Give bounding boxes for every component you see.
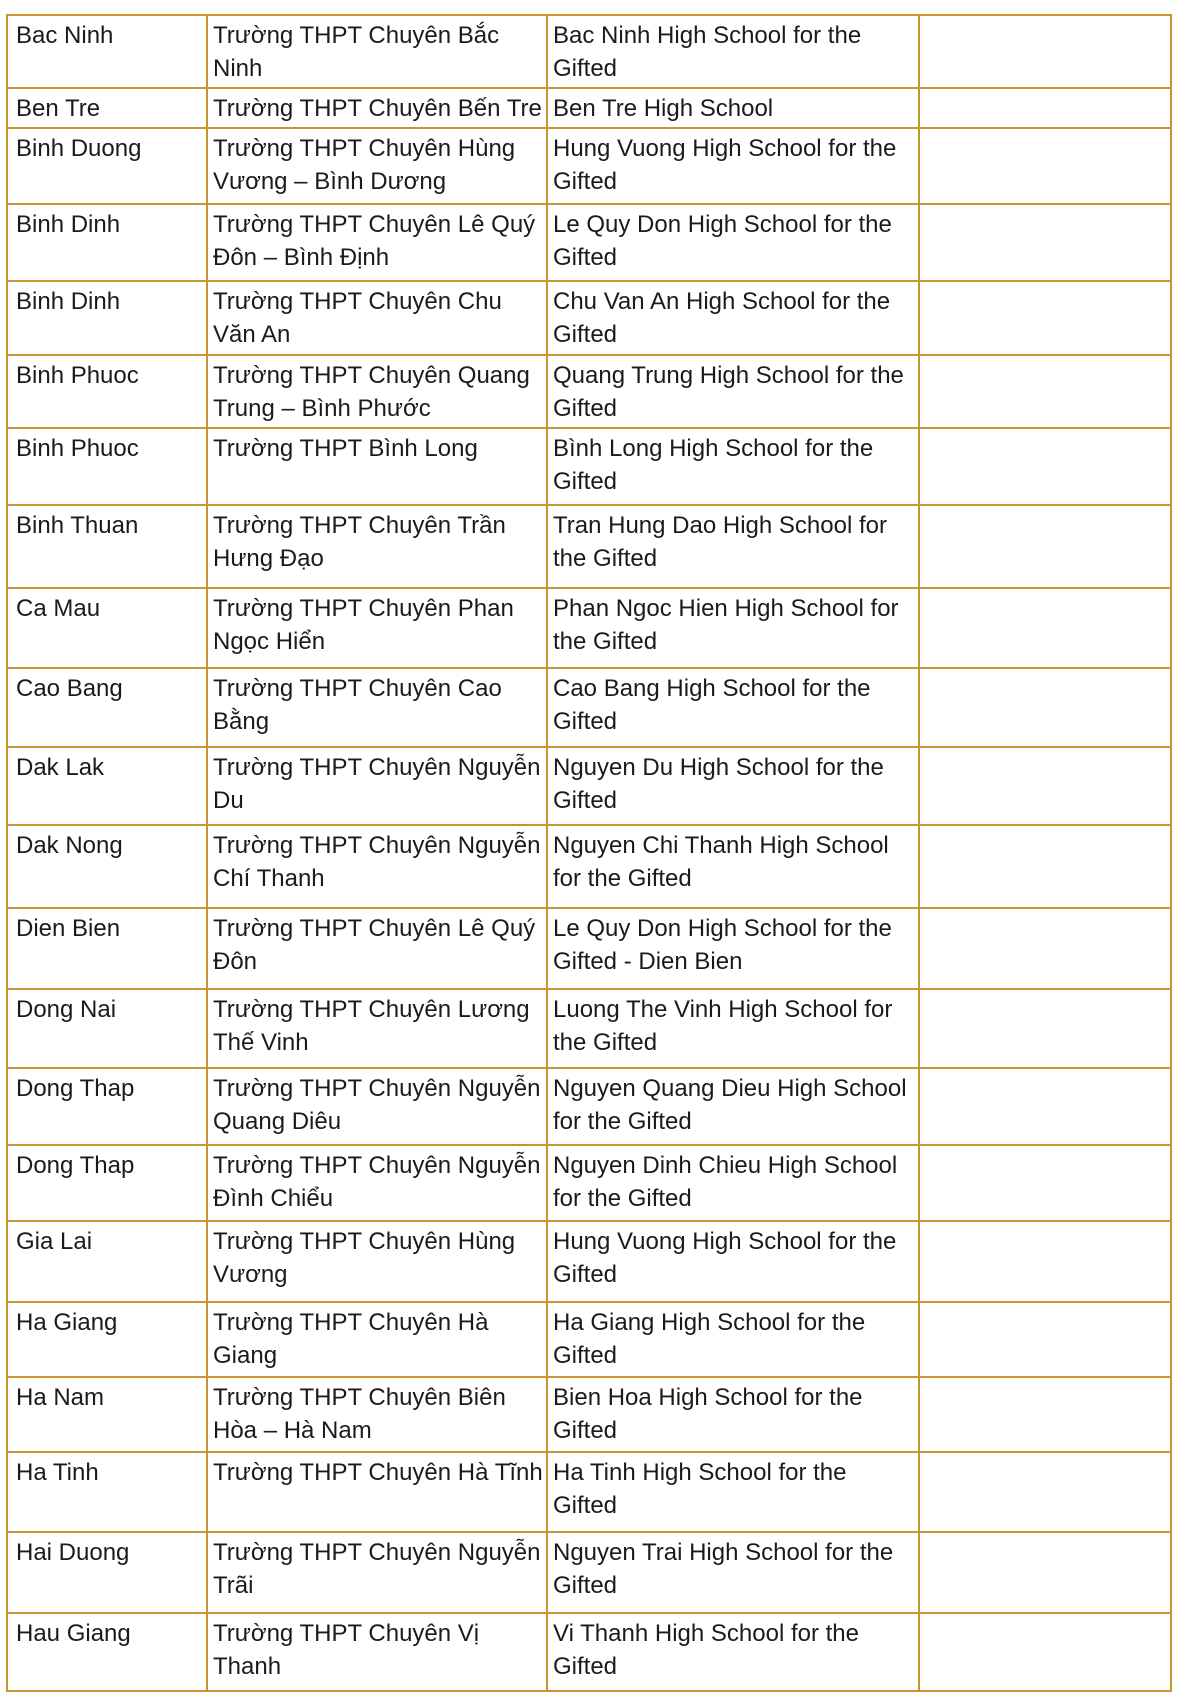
notes-cell bbox=[919, 825, 1171, 908]
province-cell: Dong Nai bbox=[7, 989, 207, 1068]
vietnamese-name-cell: Trường THPT Chuyên Vị Thanh bbox=[207, 1613, 547, 1691]
english-name-cell: Ha Giang High School for the Gifted bbox=[547, 1302, 919, 1377]
table-row bbox=[7, 1302, 1171, 1377]
table-row bbox=[7, 128, 1171, 204]
gifted-schools-table bbox=[6, 14, 1172, 1692]
english-name-cell: Nguyen Trai High School for the Gifted bbox=[547, 1532, 919, 1613]
english-name-cell: Nguyen Du High School for the Gifted bbox=[547, 747, 919, 825]
table-row bbox=[7, 204, 1171, 281]
notes-cell bbox=[919, 588, 1171, 668]
english-name-cell: Bình Long High School for the Gifted bbox=[547, 428, 919, 505]
table-row bbox=[7, 1532, 1171, 1613]
notes-cell bbox=[919, 1068, 1171, 1145]
table-row bbox=[7, 1452, 1171, 1532]
vietnamese-name-cell: Trường THPT Chuyên Lương Thế Vinh bbox=[207, 989, 547, 1068]
province-cell: Binh Dinh bbox=[7, 204, 207, 281]
notes-cell bbox=[919, 1145, 1171, 1221]
notes-cell bbox=[919, 88, 1171, 128]
vietnamese-name-cell: Trường THPT Chuyên Nguyễn Trãi bbox=[207, 1532, 547, 1613]
vietnamese-name-cell: Trường THPT Chuyên Quang Trung – Bình Phước bbox=[207, 355, 547, 428]
notes-cell bbox=[919, 1452, 1171, 1532]
notes-cell bbox=[919, 668, 1171, 747]
table-row bbox=[7, 15, 1171, 88]
province-cell: Binh Duong bbox=[7, 128, 207, 204]
vietnamese-name-cell: Trường THPT Chuyên Nguyễn Du bbox=[207, 747, 547, 825]
vietnamese-name-cell: Trường THPT Chuyên Nguyễn Quang Diêu bbox=[207, 1068, 547, 1145]
notes-cell bbox=[919, 355, 1171, 428]
english-name-cell: Chu Van An High School for the Gifted bbox=[547, 281, 919, 355]
vietnamese-name-cell: Trường THPT Chuyên Hùng Vương – Bình Dương bbox=[207, 128, 547, 204]
province-cell: Ha Tinh bbox=[7, 1452, 207, 1532]
table-row bbox=[7, 908, 1171, 989]
notes-cell bbox=[919, 1532, 1171, 1613]
province-cell: Ha Nam bbox=[7, 1377, 207, 1452]
province-cell: Binh Phuoc bbox=[7, 428, 207, 505]
table-row bbox=[7, 668, 1171, 747]
notes-cell bbox=[919, 281, 1171, 355]
english-name-cell: Le Quy Don High School for the Gifted bbox=[547, 204, 919, 281]
province-cell: Cao Bang bbox=[7, 668, 207, 747]
table-row bbox=[7, 1613, 1171, 1691]
english-name-cell: Ha Tinh High School for the Gifted bbox=[547, 1452, 919, 1532]
province-cell: Ca Mau bbox=[7, 588, 207, 668]
english-name-cell: Cao Bang High School for the Gifted bbox=[547, 668, 919, 747]
province-cell: Hai Duong bbox=[7, 1532, 207, 1613]
province-cell: Binh Dinh bbox=[7, 281, 207, 355]
province-cell: Ben Tre bbox=[7, 88, 207, 128]
province-cell: Binh Thuan bbox=[7, 505, 207, 588]
vietnamese-name-cell: Trường THPT Chuyên Lê Quý Đôn – Bình Định bbox=[207, 204, 547, 281]
vietnamese-name-cell: Trường THPT Chuyên Nguyễn Chí Thanh bbox=[207, 825, 547, 908]
vietnamese-name-cell: Trường THPT Chuyên Lê Quý Đôn bbox=[207, 908, 547, 989]
table-row bbox=[7, 588, 1171, 668]
notes-cell bbox=[919, 1377, 1171, 1452]
table-row bbox=[7, 1377, 1171, 1452]
table-row bbox=[7, 747, 1171, 825]
table-body bbox=[7, 15, 1171, 1691]
vietnamese-name-cell: Trường THPT Chuyên Phan Ngọc Hiển bbox=[207, 588, 547, 668]
table-row bbox=[7, 1221, 1171, 1302]
vietnamese-name-cell: Trường THPT Chuyên Bến Tre bbox=[207, 88, 547, 128]
table-row bbox=[7, 1145, 1171, 1221]
notes-cell bbox=[919, 428, 1171, 505]
english-name-cell: Nguyen Chi Thanh High School for the Gifted bbox=[547, 825, 919, 908]
english-name-cell: Bien Hoa High School for the Gifted bbox=[547, 1377, 919, 1452]
english-name-cell: Vi Thanh High School for the Gifted bbox=[547, 1613, 919, 1691]
notes-cell bbox=[919, 1613, 1171, 1691]
english-name-cell: Quang Trung High School for the Gifted bbox=[547, 355, 919, 428]
table-row bbox=[7, 989, 1171, 1068]
vietnamese-name-cell: Trường THPT Chuyên Cao Bằng bbox=[207, 668, 547, 747]
english-name-cell: Ben Tre High School bbox=[547, 88, 919, 128]
vietnamese-name-cell: Trường THPT Chuyên Biên Hòa – Hà Nam bbox=[207, 1377, 547, 1452]
table-row bbox=[7, 505, 1171, 588]
notes-cell bbox=[919, 505, 1171, 588]
english-name-cell: Nguyen Quang Dieu High School for the Gifted bbox=[547, 1068, 919, 1145]
english-name-cell: Nguyen Dinh Chieu High School for the Gifted bbox=[547, 1145, 919, 1221]
notes-cell bbox=[919, 989, 1171, 1068]
province-cell: Binh Phuoc bbox=[7, 355, 207, 428]
notes-cell bbox=[919, 128, 1171, 204]
province-cell: Bac Ninh bbox=[7, 15, 207, 88]
province-cell: Dak Lak bbox=[7, 747, 207, 825]
english-name-cell: Luong The Vinh High School for the Gifted bbox=[547, 989, 919, 1068]
english-name-cell: Bac Ninh High School for the Gifted bbox=[547, 15, 919, 88]
english-name-cell: Le Quy Don High School for the Gifted - Dien Bien bbox=[547, 908, 919, 989]
province-cell: Dong Thap bbox=[7, 1068, 207, 1145]
province-cell: Dong Thap bbox=[7, 1145, 207, 1221]
english-name-cell: Phan Ngoc Hien High School for the Gifted bbox=[547, 588, 919, 668]
province-cell: Dak Nong bbox=[7, 825, 207, 908]
province-cell: Dien Bien bbox=[7, 908, 207, 989]
english-name-cell: Hung Vuong High School for the Gifted bbox=[547, 128, 919, 204]
notes-cell bbox=[919, 204, 1171, 281]
english-name-cell: Tran Hung Dao High School for the Gifted bbox=[547, 505, 919, 588]
english-name-cell: Hung Vuong High School for the Gifted bbox=[547, 1221, 919, 1302]
table-row bbox=[7, 428, 1171, 505]
table-row bbox=[7, 825, 1171, 908]
vietnamese-name-cell: Trường THPT Bình Long bbox=[207, 428, 547, 505]
notes-cell bbox=[919, 1221, 1171, 1302]
table-row bbox=[7, 1068, 1171, 1145]
vietnamese-name-cell: Trường THPT Chuyên Chu Văn An bbox=[207, 281, 547, 355]
table-row bbox=[7, 355, 1171, 428]
notes-cell bbox=[919, 747, 1171, 825]
province-cell: Hau Giang bbox=[7, 1613, 207, 1691]
notes-cell bbox=[919, 1302, 1171, 1377]
vietnamese-name-cell: Trường THPT Chuyên Hà Tĩnh bbox=[207, 1452, 547, 1532]
table-row bbox=[7, 88, 1171, 128]
notes-cell bbox=[919, 15, 1171, 88]
province-cell: Gia Lai bbox=[7, 1221, 207, 1302]
vietnamese-name-cell: Trường THPT Chuyên Hùng Vương bbox=[207, 1221, 547, 1302]
vietnamese-name-cell: Trường THPT Chuyên Hà Giang bbox=[207, 1302, 547, 1377]
vietnamese-name-cell: Trường THPT Chuyên Bắc Ninh bbox=[207, 15, 547, 88]
vietnamese-name-cell: Trường THPT Chuyên Trần Hưng Đạo bbox=[207, 505, 547, 588]
vietnamese-name-cell: Trường THPT Chuyên Nguyễn Đình Chiểu bbox=[207, 1145, 547, 1221]
table-row bbox=[7, 281, 1171, 355]
province-cell: Ha Giang bbox=[7, 1302, 207, 1377]
notes-cell bbox=[919, 908, 1171, 989]
